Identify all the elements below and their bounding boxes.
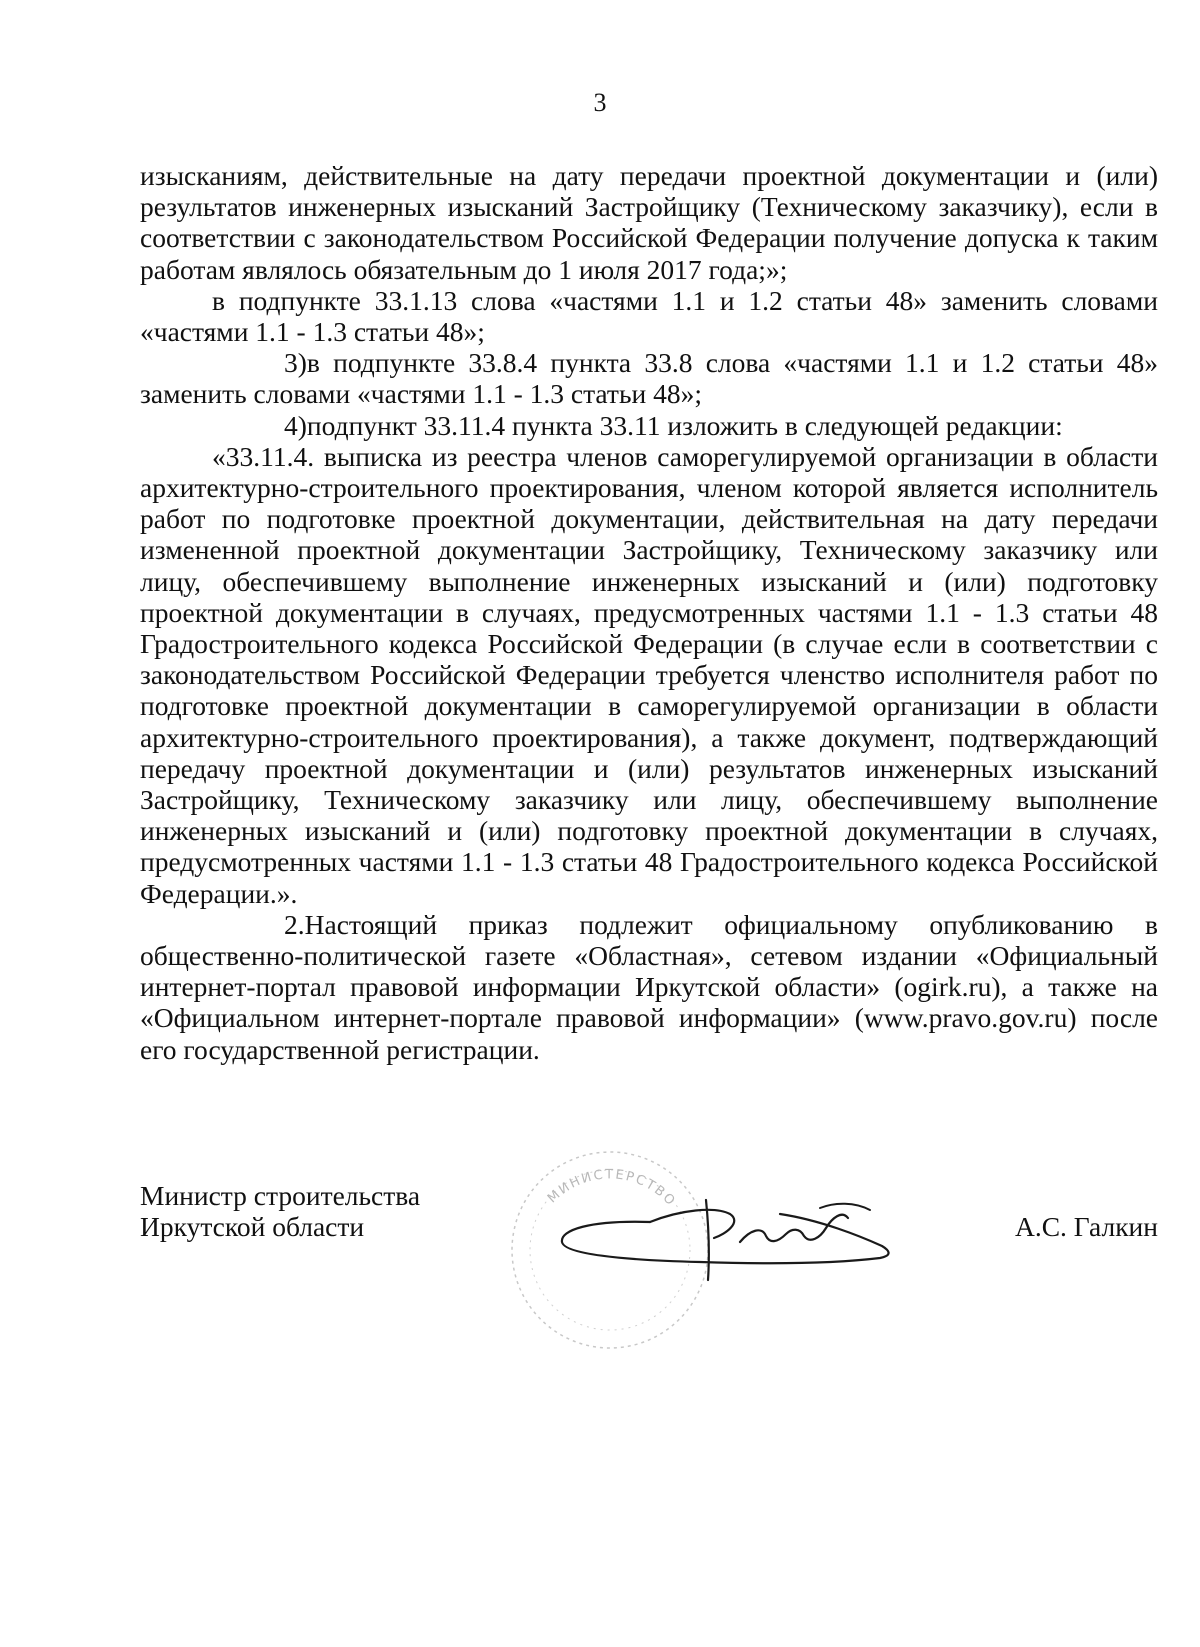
paragraph-subitem-33-1-13: в подпункте 33.1.13 слова «частями 1.1 и 1.2 статьи 48» заменить словами «частями 1.1 - 1.3 статьи 48»; [140, 284, 1158, 348]
list-text: в подпункте 33.8.4 пункта 33.8 слова «частями 1.1 и 1.2 статьи 48» заменить словами «частями 1.1 - 1.3 статьи 48»; [140, 347, 1158, 410]
paragraph-item-3 [140, 347, 1158, 409]
signer-title-line-2: Иркутской области [140, 1211, 365, 1242]
list-number: 2. [284, 908, 305, 940]
paragraph-item-2 [140, 909, 1158, 1065]
signer-title [140, 1180, 420, 1242]
list-number: 4) [284, 409, 307, 441]
list-text: подпункт 33.11.4 пункта 33.11 изложить в следующей редакции: [306, 409, 1063, 441]
signature-block [140, 1167, 1158, 1320]
paragraph-quoted-33-11-4: «33.11.4. выписка из реестра членов саморегулируемой организации в области архитектурно-строительного проектирования, членом которой является исполнитель работ по подготовке проектной документации, действительная на дату передачи измененной проектной документации Застройщику, Техническому заказчику или лицу, обеспечившему выполнение инженерных изысканий и (или) подготовку проектной документации в случаях, предусмотренных частями 1.1 - 1.3 статьи 48 Градостроительного кодекса Российской Федерации (в случае если в соответствии с законодательством Российской Федерации требуется членство исполнителя работ по подготовке проектной документации в саморегулируемой организации в области архитектурно-строительного проектирования), а также документ, подтверждающий передачу проектной документации и (или) результатов инженерных изысканий Застройщику, Техническому заказчику или лицу, обеспечившему выполнение инженерных изысканий и (или) подготовку проектной документации в случаях, предусмотренных частями 1.1 - 1.3 статьи 48 Градостроительного кодекса Российской Федерации.». [140, 440, 1158, 909]
list-number: 3) [284, 347, 307, 379]
document-body [140, 160, 1158, 1065]
signer-title-line-1: Министр строительства [140, 1180, 421, 1211]
list-text: Настоящий приказ подлежит официальному опубликованию в общественно-политической газете «Областная», сетевом издании «Официальный интернет-портал правовой информации Иркутской области» (ogirk.ru), а также на «Официальном интернет-портале правовой информации» (www.pravo.gov.ru) после его государственной регистрации. [140, 908, 1158, 1065]
signer-name: А.С. Галкин [1014, 1211, 1158, 1242]
page-number: 3 [593, 88, 607, 117]
paragraph-continuation: изысканиям, действительные на дату передачи проектной документации и (или) результатов инженерных изысканий Застройщику (Техническому заказчику), если в соответствии с законодательством Российской Федерации получение допуска к таким работам являлось обязательным до 1 июля 2017 года;»; [140, 160, 1158, 285]
paragraph-item-4 [140, 410, 1158, 441]
handwritten-signature [530, 1180, 900, 1290]
stamp-text: МИНИСТЕРСТВО [544, 1167, 679, 1210]
